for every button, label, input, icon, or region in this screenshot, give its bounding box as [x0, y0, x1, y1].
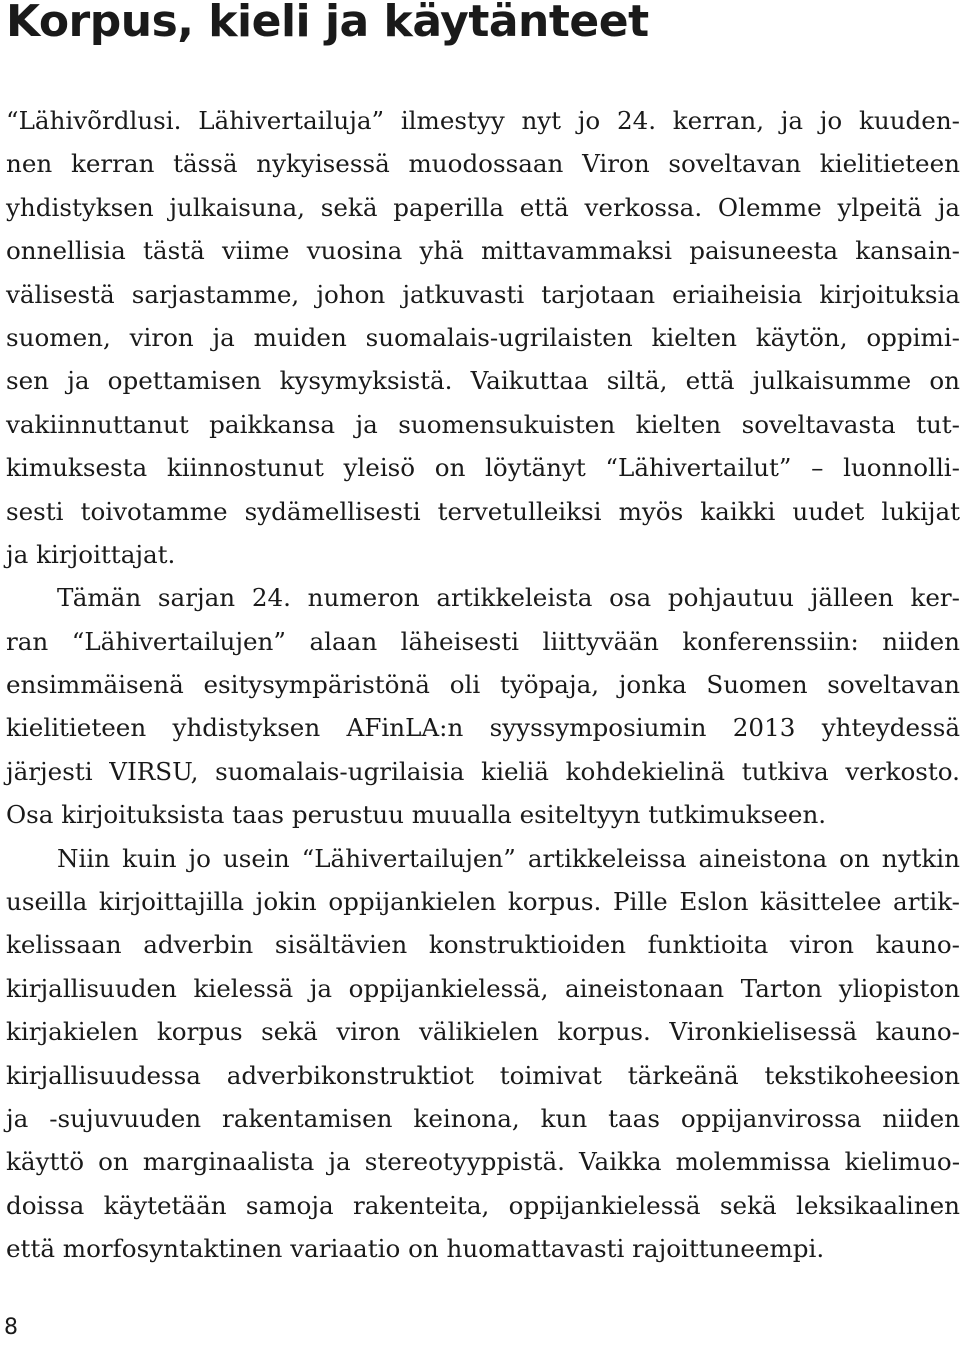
- text-line: kelissaan adverbin sisältävien konstruktioiden funktioita viron kauno-: [6, 930, 960, 960]
- text-line: onnellisia tästä viime vuosina yhä mittavammaksi paisuneesta kansain-: [6, 236, 960, 266]
- paragraph: [6, 576, 960, 836]
- text-line: kirjakielen korpus sekä viron välikielen korpus. Vironkielisessä kauno-: [6, 1017, 960, 1047]
- text-line: että morfosyntaktinen variaatio on huomattavasti rajoittuneempi.: [6, 1234, 825, 1264]
- text-line: järjesti VIRSU, suomalais-ugrilaisia kieliä kohdekielinä tutkiva verkosto.: [6, 756, 960, 786]
- text-line: kirjallisuuden kielessä ja oppijankielessä, aineistonaan Tarton yliopiston: [6, 973, 960, 1003]
- text-line: vakiinnuttanut paikkansa ja suomensukuisten kielten soveltavasta tut-: [6, 409, 960, 439]
- text-line: Osa kirjoituksista taas perustuu muualla esiteltyyn tutkimukseen.: [6, 800, 827, 830]
- text-line: ja -sujuvuuden rakentamisen keinona, kun taas oppijanvirossa niiden: [6, 1103, 960, 1133]
- text-line: kirjallisuudessa adverbikonstruktiot toimivat tärkeänä tekstikoheesion: [6, 1060, 960, 1090]
- text-line: sen ja opettamisen kysymyksistä. Vaikuttaa siltä, että julkaisumme on: [6, 366, 960, 396]
- text-line: doissa käytetään samoja rakenteita, oppijankielessä sekä leksikaalinen: [6, 1190, 960, 1220]
- text-line: nen kerran tässä nykyisessä muodossaan Viron soveltavan kielitieteen: [6, 149, 960, 179]
- text-line: ja kirjoittajat.: [6, 539, 176, 569]
- text-line: Niin kuin jo usein “Lähivertailujen” artikkeleissa aineistona on nytkin: [57, 843, 960, 873]
- text-line: sesti toivotamme sydämellisesti tervetulleiksi myös kaikki uudet lukijat: [6, 496, 960, 526]
- text-line: “Lähivõrdlusi. Lähivertailuja” ilmestyy nyt jo 24. kerran, ja jo kuuden-: [6, 106, 960, 135]
- text-line: kimuksesta kiinnostunut yleisö on löytänyt “Lähivertailut” – luonnolli-: [6, 453, 960, 483]
- paragraph: [6, 99, 960, 576]
- text-line: ensimmäisenä esitysympäristönä oli työpaja, jonka Suomen soveltavan: [6, 670, 960, 700]
- text-line: useilla kirjoittajilla jokin oppijankielen korpus. Pille Eslon käsittelee artik-: [6, 887, 960, 917]
- text-line: kielitieteen yhdistyksen AFinLA:n syyssymposiumin 2013 yhteydessä: [6, 713, 960, 743]
- paragraph: [6, 837, 960, 1271]
- text-line: suomen, viron ja muiden suomalais-ugrilaisten kielten käytön, oppimi-: [6, 322, 960, 352]
- page-title: Korpus, kieli ja käytänteet: [6, 0, 649, 47]
- text-line: välisestä sarjastamme, johon jatkuvasti tarjotaan eriaiheisia kirjoituksia: [6, 279, 960, 309]
- text-line: käyttö on marginaalista ja stereotyyppistä. Vaikka molemmissa kielimuo-: [6, 1147, 960, 1177]
- body-text: [6, 99, 960, 1271]
- page-number: 8: [4, 1315, 18, 1340]
- text-line: yhdistyksen julkaisuna, sekä paperilla että verkossa. Olemme ylpeitä ja: [6, 192, 960, 222]
- text-line: ran “Lähivertailujen” alaan läheisesti liittyvään konferenssiin: niiden: [6, 626, 960, 656]
- text-line: Tämän sarjan 24. numeron artikkeleista osa pohjautuu jälleen ker-: [57, 583, 960, 613]
